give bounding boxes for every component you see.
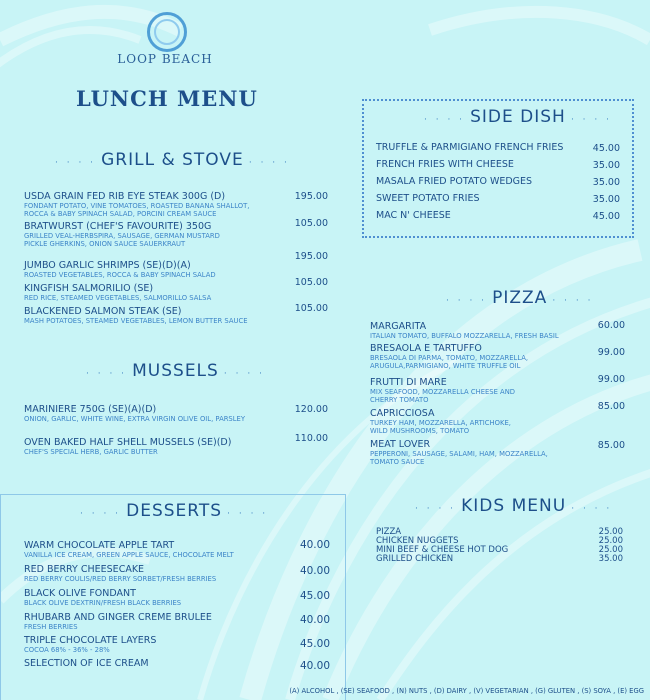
item-name: KINGFISH SALMORILIO (SE): [24, 283, 154, 294]
item-name: PIZZA: [376, 527, 402, 537]
item-description: CHEF'S SPECIAL HERB, GARLIC BUTTER: [24, 448, 158, 456]
dots-decoration: · · · ·: [80, 509, 122, 519]
menu-item: [370, 408, 511, 435]
item-description: BRESAOLA DI PARMA, TOMATO, MOZZARELLA,: [370, 354, 529, 362]
item-name: OVEN BAKED HALF SHELL MUSSELS (SE)(D): [24, 437, 232, 448]
item-name: MARGARITA: [370, 321, 427, 332]
brand-name: LOOP BEACH: [117, 52, 213, 66]
item-price: 105.00: [294, 277, 328, 288]
item-price: 45.00: [299, 638, 330, 650]
item-name: BRATWURST (CHEF'S FAVOURITE) 350G: [24, 221, 212, 232]
divider: [345, 494, 346, 700]
item-price: 45.00: [592, 211, 620, 222]
menu-item: [24, 588, 181, 607]
dots-decoration: · · · ·: [223, 369, 265, 379]
item-name: CAPRICCIOSA: [370, 408, 435, 419]
item-description: COCOA 68% - 36% - 28%: [24, 646, 110, 654]
item-description: VANILLA ICE CREAM, GREEN APPLE SAUCE, CHOCOLATE MELT: [24, 551, 234, 559]
item-description: ROASTED VEGETABLES, ROCCA & BABY SPINACH SALAD: [24, 271, 216, 279]
allergen-legend: (A) ALCOHOL , (SE) SEAFOOD , (N) NUTS , (D) DAIRY , (V) VEGETARIAN , (G) GLUTEN , (S) SOYA , (E) EGG: [289, 687, 644, 695]
item-description: ITALIAN TOMATO, BUFFALO MOZZARELLA, FRESH BASIL: [370, 332, 559, 340]
dots-decoration: · · · ·: [248, 158, 290, 168]
item-description: WILD MUSHROOMS, TOMATO: [370, 427, 470, 435]
menu-item: [24, 564, 216, 583]
menu-item: [24, 283, 211, 302]
desserts-header: [80, 501, 268, 521]
item-description: PICKLE GHERKINS, ONION SAUCE SAUERKRAUT: [24, 240, 186, 248]
section-title: GRILL & STOVE: [101, 150, 244, 170]
item-description: ARUGULA,PARMIGIANO, WHITE TRUFFLE OIL: [370, 362, 521, 370]
item-description: CHERRY TOMATO: [370, 396, 429, 404]
item-description: MASH POTATOES, STEAMED VEGETABLES, LEMON BUTTER SAUCE: [24, 317, 248, 325]
menu-item: [370, 321, 559, 340]
menu-item: [370, 343, 528, 370]
item-description: BLACK OLIVE DEXTRIN/FRESH BLACK BERRIES: [24, 599, 182, 607]
dots-decoration: · · · ·: [415, 504, 457, 514]
item-price: 25.00: [598, 527, 623, 537]
item-price: 45.00: [299, 590, 330, 602]
item-name: USDA GRAIN FED RIB EYE STEAK 300G (D): [24, 191, 226, 202]
dots-decoration: · · · ·: [571, 504, 613, 514]
menu-item: [24, 635, 156, 654]
menu-item: [24, 540, 234, 559]
side-dish-header: [424, 107, 612, 127]
item-name: CHICKEN NUGGETS: [376, 536, 459, 546]
item-name: RED BERRY CHEESECAKE: [24, 564, 145, 575]
item-name: FRUTTI DI MARE: [370, 377, 447, 388]
item-price: 110.00: [294, 433, 328, 444]
item-price: 105.00: [294, 218, 328, 229]
divider: [0, 494, 1, 700]
dots-decoration: · · · ·: [55, 158, 97, 168]
menu-item: [24, 221, 220, 248]
section-title: MUSSELS: [132, 361, 219, 381]
pizza-header: [446, 288, 593, 308]
menu-item: [370, 439, 548, 466]
menu-item: [24, 658, 149, 669]
item-name: TRUFFLE & PARMIGIANO FRENCH FRIES: [376, 142, 564, 153]
item-price: 40.00: [299, 565, 330, 577]
item-price: 45.00: [592, 143, 620, 154]
item-name: MASALA FRIED POTATO WEDGES: [376, 176, 533, 187]
item-price: 85.00: [597, 401, 625, 412]
item-name: SELECTION OF ICE CREAM: [24, 658, 149, 669]
dots-decoration: · · · ·: [446, 296, 488, 306]
menu-title: LUNCH MENU: [76, 86, 258, 111]
item-name: JUMBO GARLIC SHRIMPS (SE)(D)(A): [24, 260, 191, 271]
item-name: RHUBARB AND GINGER CREME BRULEE: [24, 612, 212, 623]
item-description: PEPPERONI, SAUSAGE, SALAMI, HAM, MOZZARELLA,: [370, 450, 548, 458]
item-description: ONION, GARLIC, WHITE WINE, EXTRA VIRGIN OLIVE OIL, PARSLEY: [24, 415, 245, 423]
dots-decoration: · · · ·: [570, 115, 612, 125]
item-price: 99.00: [597, 374, 625, 385]
item-name: MEAT LOVER: [370, 439, 431, 450]
item-description: TOMATO SAUCE: [370, 458, 425, 466]
item-price: 40.00: [299, 660, 330, 672]
dots-decoration: · · · ·: [86, 369, 128, 379]
item-description: ROCCA & BABY SPINACH SALAD, PORCINI CREAM SAUCE: [24, 210, 217, 218]
item-price: 99.00: [597, 347, 625, 358]
section-title: SIDE DISH: [470, 107, 566, 127]
item-name: GRILLED CHICKEN: [376, 554, 454, 564]
item-price: 25.00: [598, 536, 623, 546]
item-name: BRESAOLA E TARTUFFO: [370, 343, 482, 354]
item-price: 60.00: [597, 320, 625, 331]
item-name: FRENCH FRIES WITH CHEESE: [376, 159, 514, 170]
item-price: 35.00: [592, 194, 620, 205]
item-price: 40.00: [299, 539, 330, 551]
item-price: 25.00: [598, 545, 623, 555]
menu-item: [24, 437, 231, 456]
item-price: 85.00: [597, 440, 625, 451]
item-description: FONDANT POTATO, VINE TOMATOES, ROASTED BANANA SHALLOT,: [24, 202, 250, 210]
item-name: MINI BEEF & CHEESE HOT DOG: [376, 545, 509, 555]
menu-item: [24, 404, 245, 423]
section-title: PIZZA: [492, 288, 548, 308]
item-description: MIX SEAFOOD, MOZZARELLA CHEESE AND: [370, 388, 516, 396]
item-price: 195.00: [294, 251, 328, 262]
dots-decoration: · · · ·: [424, 115, 466, 125]
item-price: 35.00: [598, 554, 623, 564]
divider: [0, 494, 346, 495]
menu-item: [24, 191, 249, 218]
item-price: 40.00: [299, 614, 330, 626]
item-price: 195.00: [294, 191, 328, 202]
item-description: TURKEY HAM, MOZZARELLA, ARTICHOKE,: [370, 419, 511, 427]
menu-item: [24, 306, 248, 325]
section-title: DESSERTS: [126, 501, 223, 521]
menu-item: [24, 612, 212, 631]
kids-menu-header: [415, 496, 612, 516]
item-description: FRESH BERRIES: [24, 623, 78, 631]
item-name: TRIPLE CHOCOLATE LAYERS: [24, 635, 157, 646]
menu-item: [24, 260, 216, 279]
item-name: MAC N' CHEESE: [376, 210, 451, 221]
item-name: BLACKENED SALMON STEAK (SE): [24, 306, 182, 317]
menu-item: [370, 377, 515, 404]
item-price: 35.00: [592, 177, 620, 188]
dots-decoration: · · · ·: [552, 296, 594, 306]
item-price: 120.00: [294, 404, 328, 415]
loop-logo-icon: [147, 12, 187, 52]
item-description: RED RICE, STEAMED VEGETABLES, SALMORILLO SALSA: [24, 294, 212, 302]
item-name: BLACK OLIVE FONDANT: [24, 588, 136, 599]
item-name: WARM CHOCOLATE APPLE TART: [24, 540, 175, 551]
dots-decoration: · · · ·: [227, 509, 269, 519]
item-price: 35.00: [592, 160, 620, 171]
section-title: KIDS MENU: [461, 496, 567, 516]
grill-header: [55, 150, 290, 170]
item-price: 105.00: [294, 303, 328, 314]
mussels-header: [86, 361, 265, 381]
item-description: GRILLED VEAL-HERBSPIRA, SAUSAGE, GERMAN MUSTARD: [24, 232, 220, 240]
item-name: MARINIERE 750G (SE)(A)(D): [24, 404, 157, 415]
item-description: RED BERRY COULIS/RED BERRY SORBET/FRESH BERRIES: [24, 575, 217, 583]
item-name: SWEET POTATO FRIES: [376, 193, 480, 204]
